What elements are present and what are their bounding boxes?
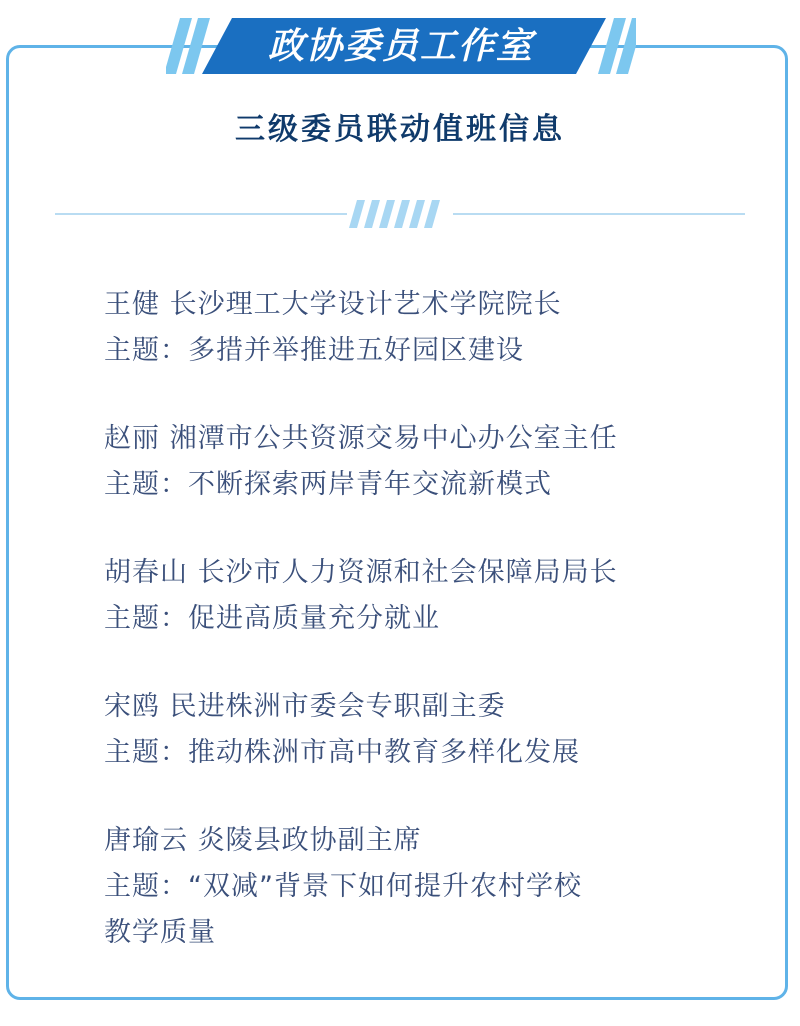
list-item <box>104 282 744 374</box>
banner-title: 政协委员工作室 <box>267 25 534 67</box>
member-info: 赵丽 湘潭市公共资源交易中心办公室主任 <box>104 423 618 454</box>
list-item <box>104 684 744 776</box>
topic-continued: 教学质量 <box>104 917 216 948</box>
list-item <box>104 818 744 956</box>
topic: 主题：“双减”背景下如何提升农村学校 <box>104 871 582 902</box>
list-item <box>104 416 744 508</box>
topic: 主题：多措并举推进五好园区建设 <box>104 335 524 366</box>
list-item <box>104 550 744 642</box>
topic: 主题：促进高质量充分就业 <box>104 603 440 634</box>
divider <box>55 196 745 232</box>
member-info: 唐瑜云 炎陵县政协副主席 <box>104 825 422 856</box>
duty-list <box>104 282 744 998</box>
banner <box>166 18 636 74</box>
member-info: 胡春山 长沙市人力资源和社会保障局局长 <box>104 557 618 588</box>
member-info: 王健 长沙理工大学设计艺术学院院长 <box>104 289 562 320</box>
topic: 主题：推动株洲市高中教育多样化发展 <box>104 737 580 768</box>
member-info: 宋鸥 民进株洲市委会专职副主委 <box>104 691 506 722</box>
topic: 主题：不断探索两岸青年交流新模式 <box>104 469 552 500</box>
page-subtitle: 三级委员联动值班信息 <box>235 112 565 147</box>
